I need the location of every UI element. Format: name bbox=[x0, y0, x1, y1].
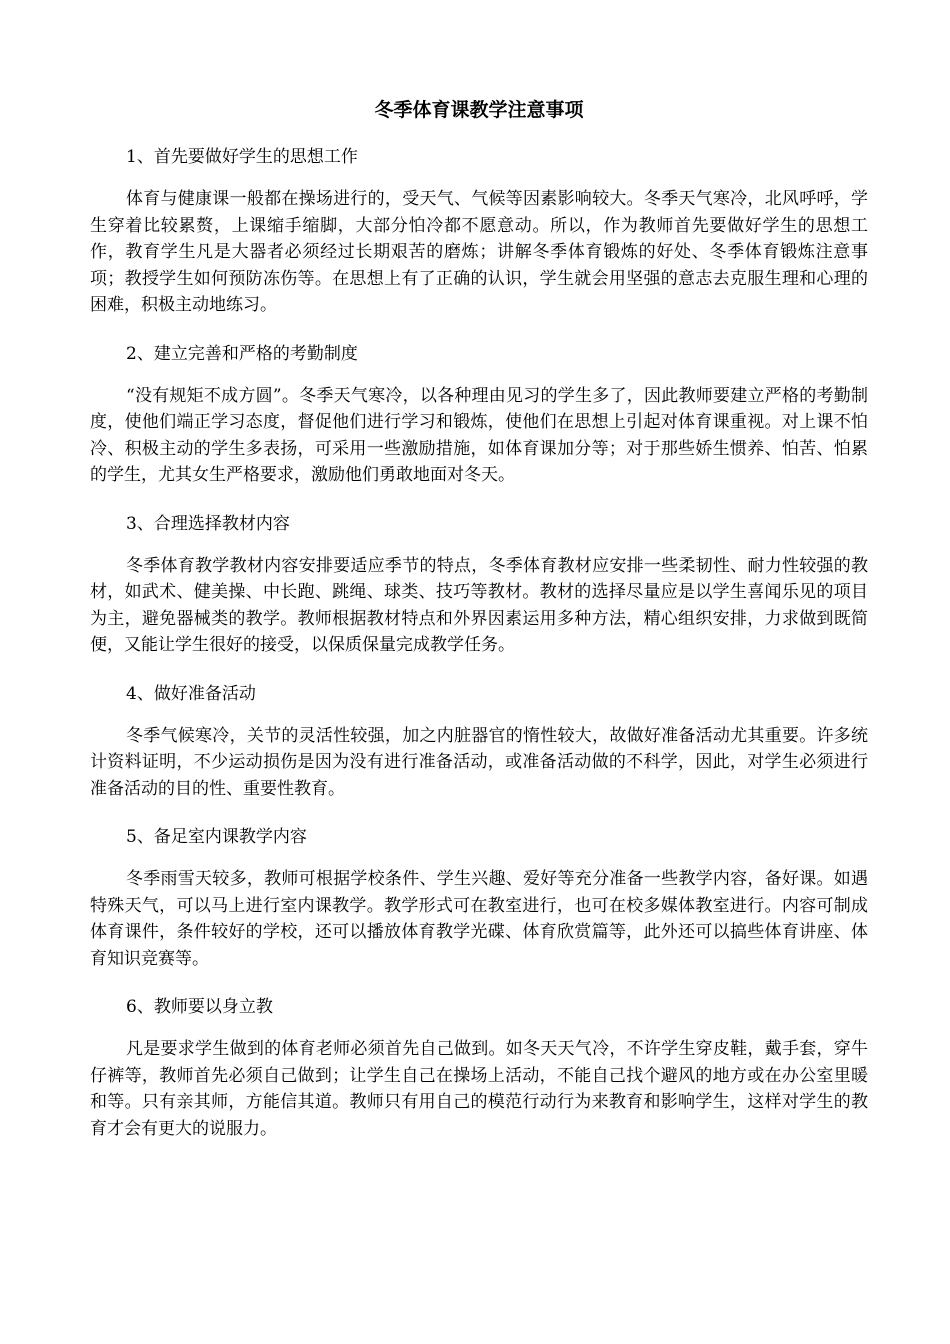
section-6 bbox=[90, 994, 868, 1142]
section-5 bbox=[90, 824, 868, 972]
section-heading: 4、做好准备活动 bbox=[126, 683, 256, 704]
section-paragraph: “没有规矩不成方圆”。冬季天气寒冷，以各种理由见习的学生多了，因此教师要建立严格的考勤制度，使他们端正学习态度，督促他们进行学习和锻炼，使他们在思想上引起对体育课重视。对上课不怕冷、积极主动的学生多表扬，可采用一些激励措施，如体育课加分等；对于那些娇生惯养、怕苦、怕累的学生，尤其女生严格要求，激励他们勇敢地面对冬天。 bbox=[90, 385, 868, 485]
section-paragraph: 凡是要求学生做到的体育老师必须首先自己做到。如冬天天气冷，不许学生穿皮鞋，戴手套，穿牛仔裤等，教师首先必须自己做到；让学生自己在操场上活动，不能自己找个避风的地方或在办公室里暖和等。只有亲其师，方能信其道。教师只有用自己的模范行动行为来教育和影响学生，这样对学生的教育才会有更大的说服力。 bbox=[90, 1039, 868, 1139]
section-heading: 6、教师要以身立教 bbox=[126, 997, 273, 1017]
section-heading: 3、合理选择教材内容 bbox=[126, 513, 290, 534]
section-heading: 1、首先要做好学生的思想工作 bbox=[126, 147, 358, 167]
section-paragraph: 冬季雨雪天较多，教师可根据学校条件、学生兴趣、爱好等充分准备一些教学内容，备好课。如遇特殊天气，可以马上进行室内课教学。教学形式可在教室进行，也可在校多媒体教室进行。内容可制成体育课件，条件较好的学校，还可以播放体育教学光碟、体育欣赏篇等，此外还可以搞些体育讲座、体育知识竞赛等。 bbox=[90, 869, 868, 969]
section-heading: 5、备足室内课教学内容 bbox=[126, 827, 307, 847]
section-paragraph: 冬季气候寒冷，关节的灵活性较强，加之内脏器官的惰性较大，故做好准备活动尤其重要。许多统计资料证明，不少运动损伤是因为没有进行准备活动，或准备活动做的不科学，因此，对学生必须进行准备活动的目的性、重要性教育。 bbox=[90, 725, 868, 799]
section-4 bbox=[90, 681, 868, 803]
section-paragraph: 冬季体育教学教材内容安排要适应季节的特点，冬季体育教材应安排一些柔韧性、耐力性较强的教材，如武术、健美操、中长跑、跳绳、球类、技巧等教材。教材的选择尽量应是以学生喜闻乐见的项目为主，避免器械类的教学。教师根据教材特点和外界因素运用多种方法，精心组织安排，力求做到既简便，又能让学生很好的接受，以保质保量完成教学任务。 bbox=[90, 555, 868, 655]
document-page bbox=[90, 96, 868, 1164]
document-title: 冬季体育课教学注意事项 bbox=[374, 99, 584, 121]
section-3 bbox=[90, 511, 868, 659]
section-2 bbox=[90, 341, 868, 489]
section-heading: 2、建立完善和严格的考勤制度 bbox=[126, 343, 358, 364]
section-1 bbox=[90, 144, 868, 319]
section-paragraph: 体育与健康课一般都在操场进行的，受天气、气候等因素影响较大。冬季天气寒冷，北风呼呼，学生穿着比较累赘，上课缩手缩脚，大部分怕冷都不愿意动。所以，作为教师首先要做好学生的思想工作，教育学生凡是大器者必须经过长期艰苦的磨炼；讲解冬季体育锻炼的好处、冬季体育锻炼注意事项；教授学生如何预防冻伤等。在思想上有了正确的认识，学生就会用坚强的意志去克服生理和心理的困难，积极主动地练习。 bbox=[90, 189, 868, 315]
